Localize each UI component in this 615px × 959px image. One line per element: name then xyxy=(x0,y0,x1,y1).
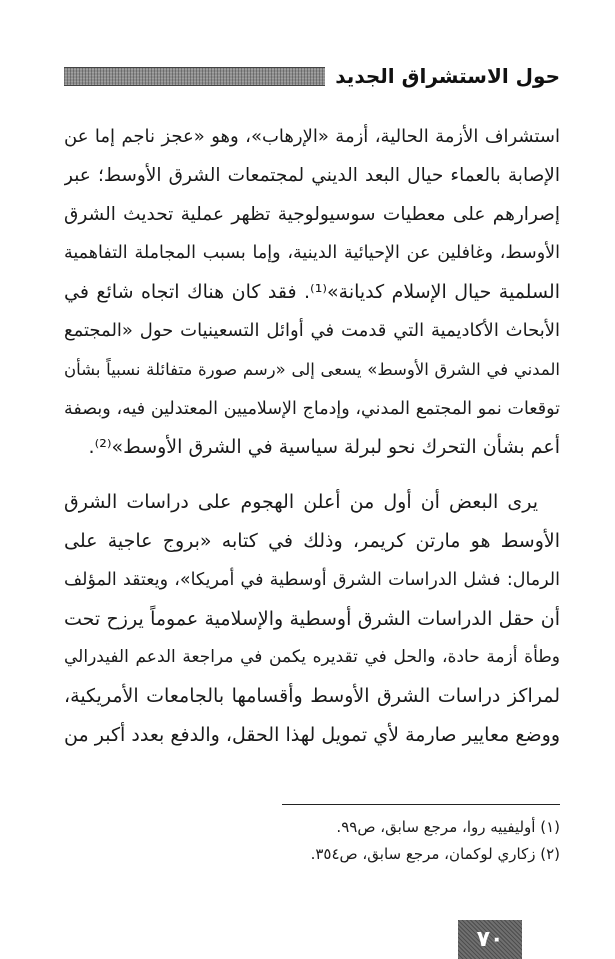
body-text xyxy=(64,118,560,755)
footnote-1: (١) أوليفييه روا، مرجع سابق، ص٩٩. xyxy=(336,818,560,836)
header-title: حول الاستشراق الجديد xyxy=(335,64,560,88)
text-line: لمراكز دراسات الشرق الأوسط وأقسامها بالجامعات الأمريكية، xyxy=(64,685,560,708)
page-number-badge xyxy=(458,920,522,959)
text-line: ووضع معايير صارمة لأي تمويل لهذا الحقل، والدفع بعدد أكبر من xyxy=(64,723,560,746)
text-line: الرمال: فشل الدراسات الشرق أوسطية في أمريكا»، ويعتقد المؤلف xyxy=(64,569,560,590)
text-line: السلمية حيال الإسلام كديانة»⁽¹⁾. فقد كان هناك اتجاه شائع في xyxy=(64,281,560,304)
header-decorative-bar xyxy=(64,67,325,86)
text-line: إصرارهم على معطيات سوسيولوجية تظهر عملية تحديث الشرق xyxy=(64,203,560,225)
text-line: الأبحاث الأكاديمية التي قدمت في أوائل التسعينيات حول «المجتمع xyxy=(64,319,560,341)
text-line: المدني في الشرق الأوسط» يسعى إلى «رسم صورة متفائلة نسبياً بشأن xyxy=(64,359,560,379)
text-line: استشراف الأزمة الحالية، أزمة «الإرهاب»، وهو «عجز ناجم إما عن xyxy=(64,126,560,147)
text-line: أن حقل الدراسات الشرق أوسطية والإسلامية عموماً يرزح تحت xyxy=(64,607,560,630)
text-line: الأوسط، وغافلين عن الإحيائية الدينية، وإما بسبب المجاملة التفاهمية xyxy=(64,243,560,264)
text-line: توقعات نمو المجتمع المدني، وإدماج الإسلاميين المعتدلين فيه، وبصفة xyxy=(64,398,560,419)
page-number: ٧٠ xyxy=(476,927,504,952)
running-header xyxy=(64,58,560,94)
footnotes xyxy=(64,814,560,868)
text-line: الأوسط هو مارتن كريمر، وذلك في كتابه «بروج عاجية على xyxy=(64,529,560,552)
footnote-2: (٢) زكاري لوكمان، مرجع سابق، ص٣٥٤. xyxy=(310,845,560,863)
footnote-separator xyxy=(282,804,560,805)
text-line: يرى البعض أن أول من أعلن الهجوم على دراسات الشرق xyxy=(64,491,538,514)
paragraph-1 xyxy=(64,118,560,467)
paragraph-2 xyxy=(64,483,560,755)
text-line: الإصابة بالعماء حيال البعد الديني لمجتمعات الشرق الأوسط؛ عبر xyxy=(64,164,560,186)
text-line: أعم بشأن التحرك نحو لبرلة سياسية في الشرق الأوسط»⁽²⁾. xyxy=(88,436,560,459)
text-line: وطأة أزمة حادة، والحل في تقديره يكمن في مراجعة الدعم الفيدرالي xyxy=(64,647,560,668)
